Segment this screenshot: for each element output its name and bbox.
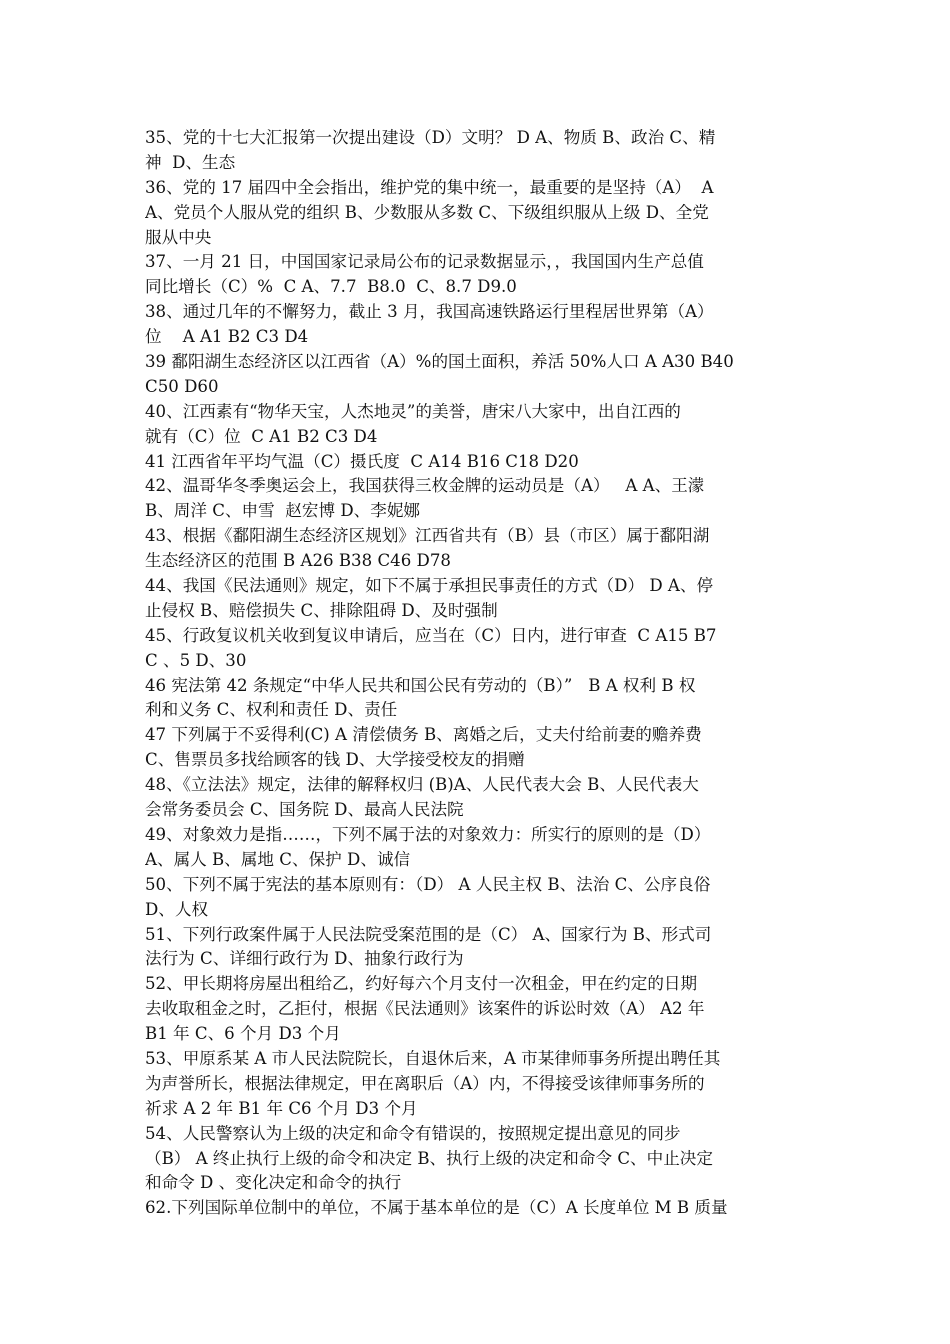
- text-line: 法行为 C、详细行政行为 D、抽象行政行为: [145, 949, 464, 969]
- text-line: 53、甲原系某 A 市人民法院院长，自退休后来，A 市某律师事务所提出聘任其: [145, 1048, 721, 1068]
- text-line: 41 江西省年平均气温（C）摄氏度 C A14 B16 C18 D20: [145, 451, 579, 471]
- text-line: 去收取租金之时，乙拒付，根据《民法通则》该案件的诉讼时效（A） A2 年: [145, 999, 705, 1019]
- text-line: 54、人民警察认为上级的决定和命令有错误的，按照规定提出意见的同步: [145, 1123, 681, 1143]
- text-line: 35、党的十七大汇报第一次提出建设（D）文明？ D A、物质 B、政治 C、精: [145, 128, 716, 147]
- text-line: C 、5 D、30: [145, 650, 247, 670]
- text-line: B、周洋 C、申雪 赵宏博 D、李妮娜: [145, 501, 421, 521]
- text-line: 50、下列不属于宪法的基本原则有：（D） A 人民主权 B、法治 C、公序良俗: [145, 874, 711, 894]
- text-line: 同比增长（C）% C A、7.7 B8.0 C、8.7 D9.0: [145, 277, 517, 297]
- text-line: C50 D60: [145, 376, 219, 396]
- text-line: 38、通过几年的不懈努力，截止 3 月，我国高速铁路运行里程居世界第（A）: [145, 302, 714, 322]
- text-line: 神 D、生态: [145, 152, 236, 172]
- text-line: （B） A 终止执行上级的命令和决定 B、执行上级的决定和命令 C、中止决定: [145, 1148, 713, 1168]
- text-line: 52、甲长期将房屋出租给乙，约好每六个月支付一次租金，甲在约定的日期: [145, 974, 698, 994]
- text-line: 36、党的 17 届四中全会指出，维护党的集中统一，最重要的是坚持（A） A: [145, 177, 714, 197]
- text-line: 会常务委员会 C、国务院 D、最高人民法院: [145, 800, 464, 820]
- text-line: 生态经济区的范围 B A26 B38 C46 D78: [145, 551, 451, 571]
- text-line: A、属人 B、属地 C、保护 D、诚信: [145, 849, 411, 869]
- document-body: [145, 126, 795, 1221]
- text-line: 祈求 A 2 年 B1 年 C6 个月 D3 个月: [145, 1098, 418, 1118]
- text-line: D、人权: [145, 899, 209, 919]
- text-line: 51、下列行政案件属于人民法院受案范围的是（C） A、国家行为 B、形式司: [145, 924, 712, 944]
- text-line: 利和义务 C、权利和责任 D、责任: [145, 700, 398, 720]
- text-line: 服从中央: [145, 227, 212, 247]
- text-line: 45、行政复议机关收到复议申请后，应当在（C）日内，进行审查 C A15 B7: [145, 625, 717, 645]
- text-line: 42、温哥华冬季奥运会上，我国获得三枚金牌的运动员是（A） A A、王濛: [145, 476, 705, 496]
- text-line: 40、江西素有“物华天宝，人杰地灵”的美誉，唐宋八大家中，出自江西的: [145, 401, 681, 421]
- text-line: 44、我国《民法通则》规定，如下不属于承担民事责任的方式（D） D A、停: [145, 576, 714, 596]
- text-line: 48、《立法法》规定，法律的解释权归 (B)A、人民代表大会 B、人民代表大: [145, 775, 699, 795]
- text-line: 43、根据《鄱阳湖生态经济区规划》江西省共有（B）县（市区）属于鄱阳湖: [145, 526, 710, 546]
- text-line: 46 宪法第 42 条规定“中华人民共和国公民有劳动的（B）” B A 权利 B 权: [145, 675, 696, 695]
- text-line: 62.下列国际单位制中的单位，不属于基本单位的是（C）A 长度单位 M B 质量: [145, 1198, 728, 1218]
- text-line: 49、对象效力是指……，下列不属于法的对象效力：所实行的原则的是（D）: [145, 824, 711, 844]
- text-line: 37、一月 21 日，中国国家记录局公布的记录数据显示，，我国国内生产总值: [145, 252, 704, 272]
- text-line: 止侵权 B、赔偿损失 C、排除阻碍 D、及时强制: [145, 600, 498, 620]
- text-line: A、党员个人服从党的组织 B、少数服从多数 C、下级组织服从上级 D、全党: [145, 202, 709, 222]
- text-line: B1 年 C、6 个月 D3 个月: [145, 1024, 341, 1044]
- text-line: 为声誉所长，根据法律规定，甲在离职后（A）内，不得接受该律师事务所的: [145, 1073, 705, 1093]
- text-line: 47 下列属于不妥得利(C) A 清偿债务 B、离婚之后，丈夫付给前妻的赡养费: [145, 725, 702, 745]
- text-line: 39 鄱阳湖生态经济区以江西省（A）%的国土面积，养活 50%人口 A A30 B40: [145, 352, 734, 372]
- text-line: C、售票员多找给顾客的钱 D、大学接受校友的捐赠: [145, 750, 525, 770]
- text-line: 就有（C）位 C A1 B2 C3 D4: [145, 426, 378, 446]
- text-line: 位 A A1 B2 C3 D4: [145, 327, 309, 347]
- text-line: 和命令 D 、变化决定和命令的执行: [145, 1173, 402, 1193]
